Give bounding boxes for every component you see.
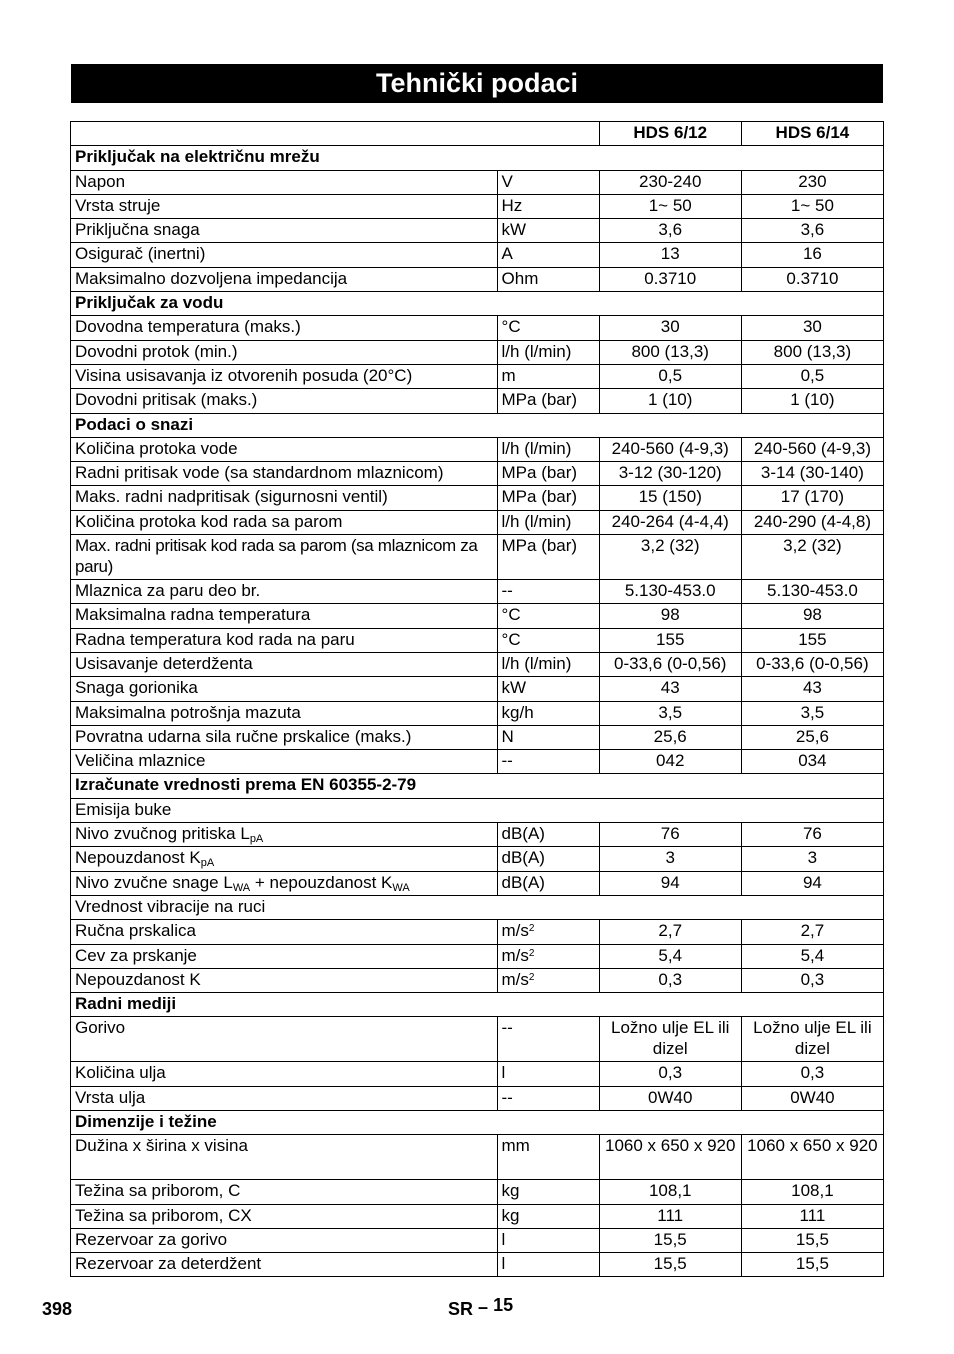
table-row (71, 437, 884, 461)
row-value-1: 98 (599, 604, 741, 628)
row-value-2: 0,3 (741, 1062, 883, 1086)
table-row (71, 219, 884, 243)
row-value-2: 108,1 (741, 1180, 883, 1204)
row-value-1: 0-33,6 (0-0,56) (599, 652, 741, 676)
label-subscript: pA (249, 833, 264, 846)
table-row (71, 580, 884, 604)
row-value-1: 0,5 (599, 364, 741, 388)
row-value-2: 230 (741, 170, 883, 194)
row-value-1: 3,2 (32) (599, 535, 741, 580)
row-label: Snaga gorionika (71, 677, 498, 701)
table-row (71, 535, 884, 580)
row-unit: kg (497, 1204, 599, 1228)
group-label: Emisija buke (71, 798, 884, 822)
table-row (71, 628, 884, 652)
table-row (71, 823, 884, 847)
row-value-1: 0,3 (599, 968, 741, 992)
row-unit: °C (497, 604, 599, 628)
row-value-1: 43 (599, 677, 741, 701)
row-unit: l (497, 1228, 599, 1252)
row-label: Osigurač (inertni) (71, 243, 498, 267)
row-unit: l/h (l/min) (497, 652, 599, 676)
row-label: Cev za prskanje (71, 944, 498, 968)
row-value-1: 0,3 (599, 1062, 741, 1086)
row-value-1: 0W40 (599, 1086, 741, 1110)
row-unit: MPa (bar) (497, 535, 599, 580)
row-unit (497, 968, 599, 992)
label-subscript: WA (392, 881, 410, 894)
row-value-2: 98 (741, 604, 883, 628)
row-label: Gorivo (71, 1017, 498, 1062)
row-value-2: 0,3 (741, 968, 883, 992)
unit-text: m/s (501, 969, 529, 989)
row-label: Napon (71, 170, 498, 194)
row-unit: l/h (l/min) (497, 510, 599, 534)
table-row (71, 677, 884, 701)
row-value-2: 76 (741, 823, 883, 847)
row-label: Dovodni protok (min.) (71, 340, 498, 364)
row-unit: m (497, 364, 599, 388)
row-value-2: 034 (741, 750, 883, 774)
row-unit: -- (497, 1017, 599, 1062)
row-value-1: 1 (10) (599, 389, 741, 413)
table-row (71, 1086, 884, 1110)
row-label: Priključna snaga (71, 219, 498, 243)
row-value-1: 1060 x 650 x 920 (599, 1135, 741, 1180)
row-unit: l/h (l/min) (497, 437, 599, 461)
label-text-mid: + nepouzdanost K (250, 872, 393, 892)
table-row (71, 486, 884, 510)
row-value-2: 43 (741, 677, 883, 701)
row-label: Veličina mlaznice (71, 750, 498, 774)
row-value-1: 76 (599, 823, 741, 847)
row-value-2: 3 (741, 847, 883, 871)
row-label: Dovodna temperatura (maks.) (71, 316, 498, 340)
table-header (71, 122, 884, 146)
row-unit: A (497, 243, 599, 267)
row-value-2: 25,6 (741, 725, 883, 749)
row-value-2: 94 (741, 871, 883, 895)
table-row (71, 267, 884, 291)
row-label: Količina protoka kod rada sa parom (71, 510, 498, 534)
row-value-2: 111 (741, 1204, 883, 1228)
row-value-1: 108,1 (599, 1180, 741, 1204)
row-unit: kW (497, 219, 599, 243)
row-value-2: 240-560 (4-9,3) (741, 437, 883, 461)
row-unit: kg (497, 1180, 599, 1204)
row-value-1: 30 (599, 316, 741, 340)
unit-superscript: 2 (528, 947, 535, 959)
row-value-1: 240-264 (4-4,4) (599, 510, 741, 534)
row-value-2: 3-14 (30-140) (741, 462, 883, 486)
row-value-2: 3,2 (32) (741, 535, 883, 580)
row-value-1: 15,5 (599, 1253, 741, 1277)
row-value-1: 3,6 (599, 219, 741, 243)
label-text: Nivo zvučnog pritiska L (75, 824, 250, 844)
row-value-1: 2,7 (599, 920, 741, 944)
row-value-2: 3,5 (741, 701, 883, 725)
row-unit: °C (497, 628, 599, 652)
section-title: Priključak za vodu (71, 292, 884, 316)
row-label: Mlaznica za paru deo br. (71, 580, 498, 604)
model-hds-6-12: HDS 6/12 (599, 122, 741, 146)
row-value-1: 042 (599, 750, 741, 774)
row-label: Maksimalna potrošnja mazuta (71, 701, 498, 725)
row-label: Vrsta struje (71, 194, 498, 218)
row-value-2: 155 (741, 628, 883, 652)
table-row (71, 920, 884, 944)
language-code: SR (448, 1299, 474, 1319)
row-value-2: 0,5 (741, 364, 883, 388)
section-title: Dimenzije i težine (71, 1110, 884, 1134)
table-row (71, 389, 884, 413)
row-value-1: 111 (599, 1204, 741, 1228)
section-title: Radni mediji (71, 993, 884, 1017)
table-row (71, 847, 884, 871)
row-label: Usisavanje deterdženta (71, 652, 498, 676)
table-row (71, 871, 884, 895)
row-label (71, 871, 498, 895)
table-row (71, 243, 884, 267)
row-unit: l (497, 1062, 599, 1086)
row-value-2: 0W40 (741, 1086, 883, 1110)
row-value-1: 13 (599, 243, 741, 267)
row-label: Ručna prskalica (71, 920, 498, 944)
row-value-2: 3,6 (741, 219, 883, 243)
row-value-1: 15,5 (599, 1228, 741, 1252)
row-unit: kW (497, 677, 599, 701)
row-value-2: 800 (13,3) (741, 340, 883, 364)
table-row (71, 1017, 884, 1062)
row-value-2: 0.3710 (741, 267, 883, 291)
row-value-1: 5.130-453.0 (599, 580, 741, 604)
row-unit: dB(A) (497, 823, 599, 847)
row-value-2: Ložno ulje EL ili dizel (741, 1017, 883, 1062)
row-unit: kg/h (497, 701, 599, 725)
row-label: Dovodni pritisak (maks.) (71, 389, 498, 413)
unit-text: m/s (501, 921, 529, 941)
row-unit: dB(A) (497, 847, 599, 871)
model-hds-6-14: HDS 6/14 (741, 122, 883, 146)
unit-text: m/s (501, 945, 529, 965)
row-unit: -- (497, 1086, 599, 1110)
row-value-1: 3,5 (599, 701, 741, 725)
row-unit: dB(A) (497, 871, 599, 895)
table-row (71, 750, 884, 774)
row-label (71, 823, 498, 847)
row-value-2: 5,4 (741, 944, 883, 968)
table-row (71, 1062, 884, 1086)
row-unit: Hz (497, 194, 599, 218)
row-unit: -- (497, 750, 599, 774)
header-blank (71, 122, 600, 146)
footer-dash: – (478, 1297, 489, 1317)
row-label: Vrsta ulja (71, 1086, 498, 1110)
row-value-2: 0-33,6 (0-0,56) (741, 652, 883, 676)
label-text: Nepouzdanost K (75, 848, 201, 868)
row-label: Radni pritisak vode (sa standardnom mlaznicom) (71, 462, 498, 486)
row-value-1: 15 (150) (599, 486, 741, 510)
row-label: Nepouzdanost K (71, 968, 498, 992)
table-row (71, 316, 884, 340)
table-row (71, 170, 884, 194)
row-unit: l (497, 1253, 599, 1277)
row-unit: -- (497, 580, 599, 604)
table-row (71, 1135, 884, 1180)
row-label: Maksimalno dozvoljena impedancija (71, 267, 498, 291)
page-title: Tehnički podaci (71, 64, 883, 103)
row-unit: V (497, 170, 599, 194)
row-value-1: 3 (599, 847, 741, 871)
row-value-1: Ložno ulje EL ili dizel (599, 1017, 741, 1062)
language-page-code (448, 1295, 514, 1320)
row-value-1: 25,6 (599, 725, 741, 749)
row-label: Maksimalna radna temperatura (71, 604, 498, 628)
row-value-2: 1~ 50 (741, 194, 883, 218)
table-row (71, 652, 884, 676)
row-label: Količina ulja (71, 1062, 498, 1086)
row-label: Radna temperatura kod rada na paru (71, 628, 498, 652)
table-row (71, 1253, 884, 1277)
row-unit: MPa (bar) (497, 389, 599, 413)
row-unit (497, 944, 599, 968)
row-label: Težina sa priborom, C (71, 1180, 498, 1204)
table-row (71, 1180, 884, 1204)
row-unit: l/h (l/min) (497, 340, 599, 364)
table-row (71, 725, 884, 749)
row-value-2: 17 (170) (741, 486, 883, 510)
unit-superscript: 2 (528, 971, 535, 983)
row-value-1: 800 (13,3) (599, 340, 741, 364)
page-number: 398 (42, 1299, 73, 1319)
row-unit: mm (497, 1135, 599, 1180)
row-unit: Ohm (497, 267, 599, 291)
table-row (71, 1228, 884, 1252)
row-value-2: 30 (741, 316, 883, 340)
section-title: Izračunate vrednosti prema EN 60355-2-79 (71, 774, 884, 798)
table-row (71, 968, 884, 992)
section-title: Podaci o snazi (71, 413, 884, 437)
row-label: Povratna udarna sila ručne prskalice (maks.) (71, 725, 498, 749)
row-value-2: 5.130-453.0 (741, 580, 883, 604)
section-title: Priključak na električnu mrežu (71, 146, 884, 170)
row-label: Max. radni pritisak kod rada sa parom (sa mlaznicom za paru) (71, 535, 498, 580)
spec-table (70, 121, 884, 1277)
row-label: Rezervoar za gorivo (71, 1228, 498, 1252)
row-value-1: 94 (599, 871, 741, 895)
label-subscript: pA (200, 857, 215, 870)
row-value-2: 2,7 (741, 920, 883, 944)
row-value-2: 15,5 (741, 1228, 883, 1252)
table-row (71, 701, 884, 725)
row-value-2: 1 (10) (741, 389, 883, 413)
table-row (71, 364, 884, 388)
table-row (71, 944, 884, 968)
row-label: Maks. radni nadpritisak (sigurnosni ventil) (71, 486, 498, 510)
row-value-1: 3-12 (30-120) (599, 462, 741, 486)
table-row (71, 194, 884, 218)
row-value-1: 0.3710 (599, 267, 741, 291)
row-label: Dužina x širina x visina (71, 1135, 498, 1180)
row-unit: N (497, 725, 599, 749)
row-unit: MPa (bar) (497, 486, 599, 510)
row-value-1: 240-560 (4-9,3) (599, 437, 741, 461)
group-label: Vrednost vibracije na ruci (71, 895, 884, 919)
row-unit: °C (497, 316, 599, 340)
row-label (71, 847, 498, 871)
unit-superscript: 2 (528, 923, 535, 935)
label-text: Nivo zvučne snage L (75, 872, 233, 892)
table-row (71, 462, 884, 486)
row-value-1: 5,4 (599, 944, 741, 968)
row-label: Težina sa priborom, CX (71, 1204, 498, 1228)
row-value-2: 16 (741, 243, 883, 267)
label-subscript: WA (232, 881, 251, 894)
table-row (71, 604, 884, 628)
row-value-2: 240-290 (4-4,8) (741, 510, 883, 534)
row-unit: MPa (bar) (497, 462, 599, 486)
row-unit (497, 920, 599, 944)
section-page-number: 15 (493, 1295, 514, 1315)
row-label: Rezervoar za deterdžent (71, 1253, 498, 1277)
row-label: Količina protoka vode (71, 437, 498, 461)
row-value-2: 1060 x 650 x 920 (741, 1135, 883, 1180)
row-value-1: 155 (599, 628, 741, 652)
table-row (71, 340, 884, 364)
table-row (71, 1204, 884, 1228)
row-label: Visina usisavanja iz otvorenih posuda (20°C) (71, 364, 498, 388)
row-value-1: 230-240 (599, 170, 741, 194)
table-row (71, 510, 884, 534)
row-value-2: 15,5 (741, 1253, 883, 1277)
row-value-1: 1~ 50 (599, 194, 741, 218)
